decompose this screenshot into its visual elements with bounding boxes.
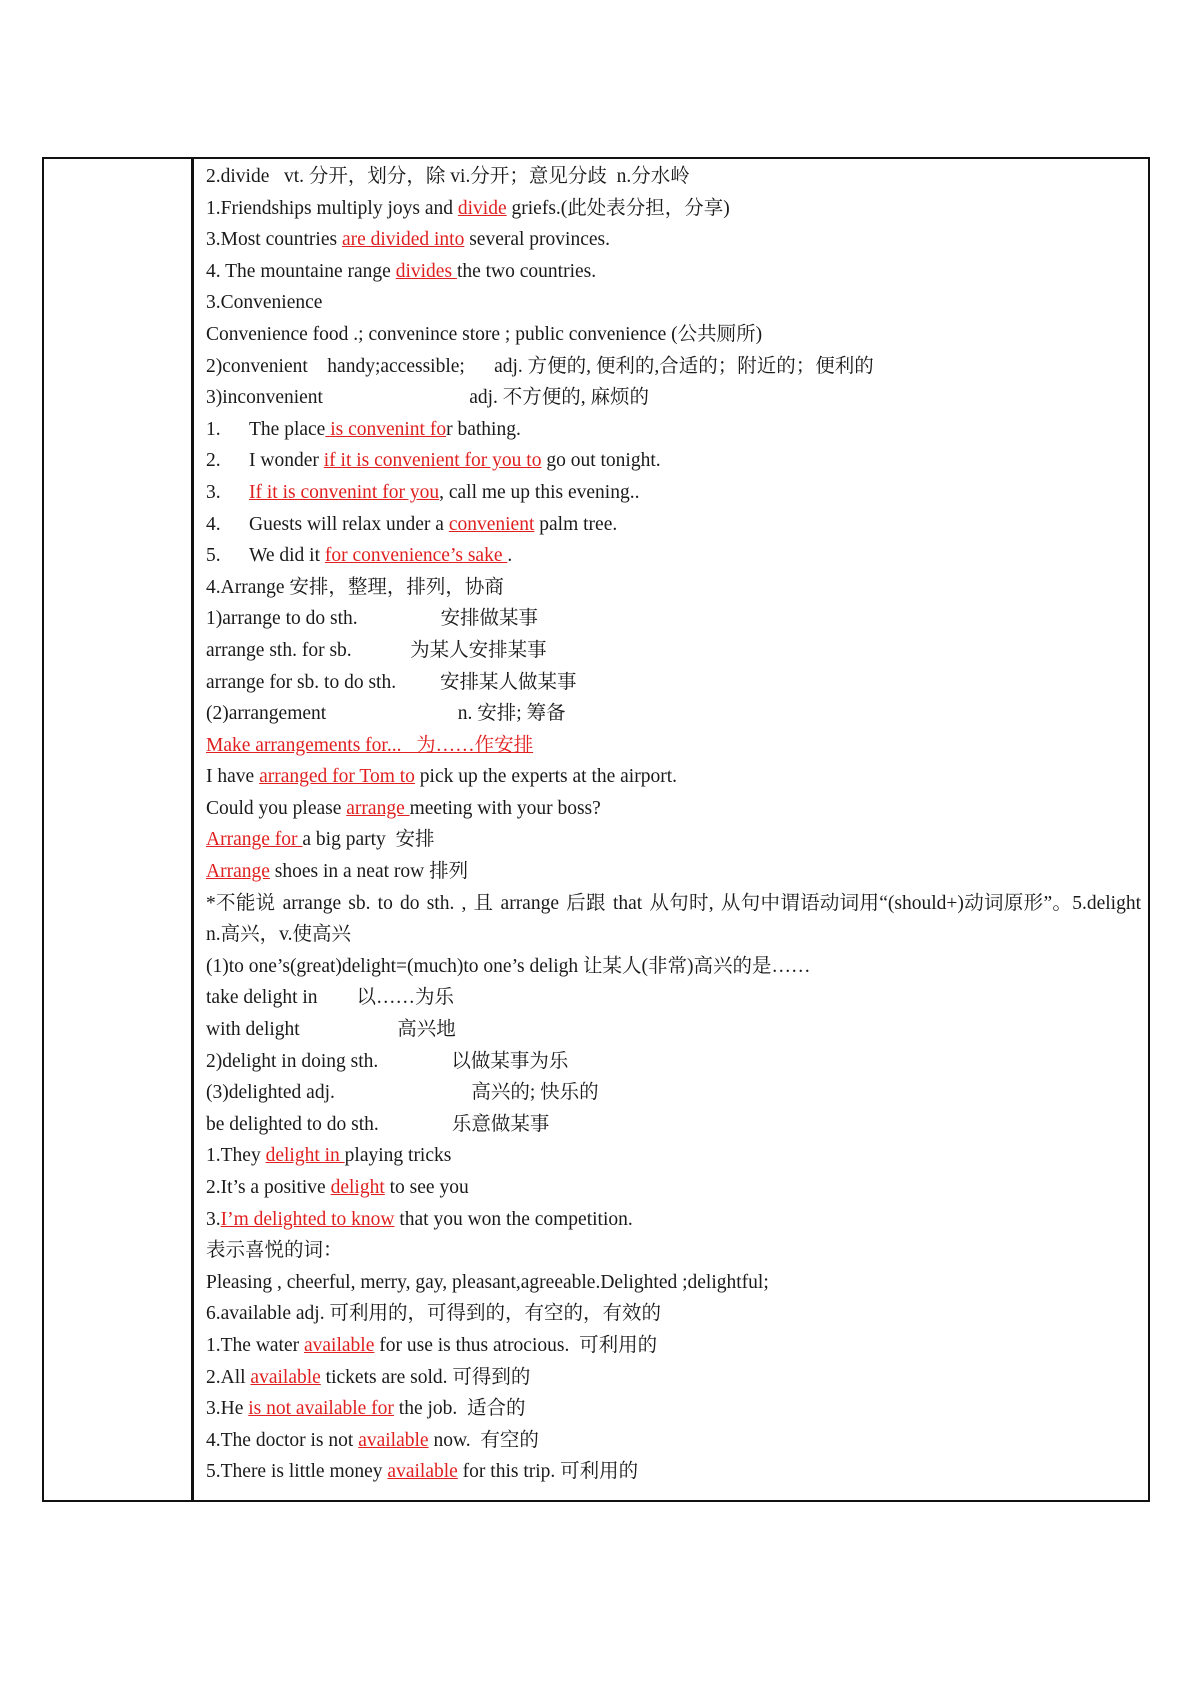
text-line xyxy=(206,1393,1141,1425)
line-text: playing tricks xyxy=(344,1145,452,1167)
line-text: . xyxy=(507,545,513,567)
line-text: meeting with your boss? xyxy=(409,797,601,819)
list-number: 4. xyxy=(206,513,221,535)
highlighted-phrase: available xyxy=(250,1366,321,1388)
highlighted-phrase: Make arrangements for... 为……作安排 xyxy=(206,734,534,756)
line-text: 4. The mountaine range xyxy=(206,260,396,282)
text-line xyxy=(206,1425,1141,1457)
line-text: griefs.(此处表分担，分享) xyxy=(506,197,730,219)
line-text: We did it xyxy=(249,545,325,567)
line-text: that you won the competition. xyxy=(394,1208,633,1230)
text-line: Pleasing , cheerful, merry, gay, pleasant,agreeable.Delighted ;delightful; xyxy=(206,1271,769,1293)
text-line xyxy=(206,1362,1141,1394)
text-line xyxy=(206,256,1141,288)
line-text: I wonder xyxy=(249,450,324,472)
highlighted-phrase: delight xyxy=(330,1177,385,1198)
highlighted-phrase: divides xyxy=(395,260,457,282)
line-text: the two countries. xyxy=(456,260,597,282)
line-text: 3. xyxy=(206,1208,221,1230)
highlighted-phrase: is convenint fo xyxy=(325,418,447,440)
text-line: be delighted to do sth. 乐意做某事 xyxy=(206,1113,550,1135)
line-text: 2.All xyxy=(206,1366,251,1388)
line-text: Could you please xyxy=(206,797,347,819)
line-text: the job. 适合的 xyxy=(393,1398,526,1420)
text-line xyxy=(206,477,1141,509)
highlighted-phrase: divide xyxy=(457,197,507,219)
line-text: 3.He xyxy=(206,1398,249,1420)
highlighted-phrase: if it is convenient for you to xyxy=(323,450,542,472)
highlighted-phrase: arranged for Tom to xyxy=(259,766,415,788)
text-line: (1)to one’s(great)delight=(much)to one’s deligh 让某人(非常)高兴的是…… xyxy=(206,955,811,977)
text-line xyxy=(206,224,1141,256)
line-text: several provinces. xyxy=(464,229,610,251)
content-cell xyxy=(206,161,1141,1488)
line-text: a big party 安排 xyxy=(302,829,435,851)
line-text: 3.Most countries xyxy=(206,229,342,251)
text-line: *不能说 arrange sb. to do sth. , 且 arrange 后跟 that 从句时, 从句中谓语动词用“(should+)动词原形”。5.delight n.高兴，v.使高兴 xyxy=(206,892,1141,946)
text-line xyxy=(206,730,1141,762)
line-text: 5.There is little money xyxy=(206,1461,388,1483)
highlighted-phrase: arrange xyxy=(346,797,410,819)
list-number: 1. xyxy=(206,418,221,440)
line-text: 4.The doctor is not xyxy=(206,1429,359,1451)
text-line: 2.divide vt. 分开，划分，除 vi.分开；意见分歧 n.分水岭 xyxy=(206,166,690,187)
line-text: pick up the experts at the airport. xyxy=(414,766,678,788)
text-line xyxy=(206,1456,1141,1488)
text-line: 1)arrange to do sth. 安排做某事 xyxy=(206,608,538,630)
text-line xyxy=(206,1172,1141,1204)
notes-table xyxy=(42,157,1150,1502)
text-line xyxy=(206,193,1141,225)
text-line: Convenience food .; convenince store ; public convenience (公共厕所) xyxy=(206,323,763,345)
line-text: 1.The water xyxy=(206,1334,304,1356)
text-line xyxy=(206,824,1141,856)
text-line: (2)arrangement n. 安排; 筹备 xyxy=(206,703,566,725)
highlighted-phrase: Arrange xyxy=(206,861,270,883)
text-line xyxy=(206,856,1141,888)
text-line: arrange for sb. to do sth. 安排某人做某事 xyxy=(206,671,577,693)
text-line xyxy=(206,445,1141,477)
highlighted-phrase: Arrange for xyxy=(206,829,303,851)
list-number: 5. xyxy=(206,545,221,567)
text-line: 3)inconvenient adj. 不方便的, 麻烦的 xyxy=(206,387,650,409)
text-line xyxy=(206,761,1141,793)
text-line: (3)delighted adj. 高兴的; 快乐的 xyxy=(206,1082,599,1104)
highlighted-phrase: for convenience’s sake xyxy=(324,545,508,567)
line-text: Guests will relax under a xyxy=(249,513,449,535)
line-text: The place xyxy=(249,418,326,440)
text-line: take delight in 以……为乐 xyxy=(206,987,455,1009)
line-text: tickets are sold. 可得到的 xyxy=(320,1366,531,1388)
line-text: , call me up this evening.. xyxy=(439,481,640,503)
text-line xyxy=(206,1330,1141,1362)
highlighted-phrase: convenient xyxy=(448,513,535,535)
highlighted-phrase: delight in xyxy=(265,1145,345,1167)
list-number: 3. xyxy=(206,481,221,503)
left-empty-cell xyxy=(44,159,194,1500)
line-text: now. 有空的 xyxy=(428,1429,539,1451)
text-line xyxy=(206,509,1141,541)
text-line xyxy=(206,414,1141,446)
highlighted-phrase: If it is convenint for you xyxy=(249,481,440,503)
highlighted-phrase: are divided into xyxy=(341,229,465,251)
line-text: 2.It’s a positive xyxy=(206,1177,331,1198)
text-line: 2)convenient handy;accessible; adj. 方便的, 便利的,合适的；附近的；便利的 xyxy=(206,355,874,377)
text-line xyxy=(206,540,1141,572)
highlighted-phrase: I’m delighted to know xyxy=(220,1208,395,1230)
line-text: for use is thus atrocious. 可利用的 xyxy=(374,1334,658,1356)
text-line: 表示喜悦的词： xyxy=(206,1240,343,1262)
line-text: 1.Friendships multiply joys and xyxy=(206,197,458,219)
text-line: with delight 高兴地 xyxy=(206,1019,456,1041)
line-text: to see you xyxy=(384,1177,469,1198)
text-line: 4.Arrange 安排，整理，排列，协商 xyxy=(206,576,504,598)
line-text: shoes in a neat row 排列 xyxy=(269,861,469,883)
highlighted-phrase: available xyxy=(387,1461,458,1483)
text-line: arrange sth. for sb. 为某人安排某事 xyxy=(206,639,547,661)
line-text: I have xyxy=(206,766,260,788)
highlighted-phrase: is not available for xyxy=(248,1398,394,1420)
text-line xyxy=(206,1140,1141,1172)
text-line xyxy=(206,793,1141,825)
list-number: 2. xyxy=(206,450,221,472)
highlighted-phrase: available xyxy=(358,1429,429,1451)
text-line: 6.available adj. 可利用的，可得到的，有空的，有效的 xyxy=(206,1303,661,1325)
line-text: go out tonight. xyxy=(541,450,661,472)
text-line: 3.Convenience xyxy=(206,292,323,314)
line-text: 1.They xyxy=(206,1145,266,1167)
text-line: 2)delight in doing sth. 以做某事为乐 xyxy=(206,1050,569,1072)
text-line xyxy=(206,1204,1141,1236)
line-text: r bathing. xyxy=(446,418,521,440)
line-text: palm tree. xyxy=(534,513,618,535)
line-text: for this trip. 可利用的 xyxy=(457,1461,639,1483)
highlighted-phrase: available xyxy=(304,1334,375,1356)
